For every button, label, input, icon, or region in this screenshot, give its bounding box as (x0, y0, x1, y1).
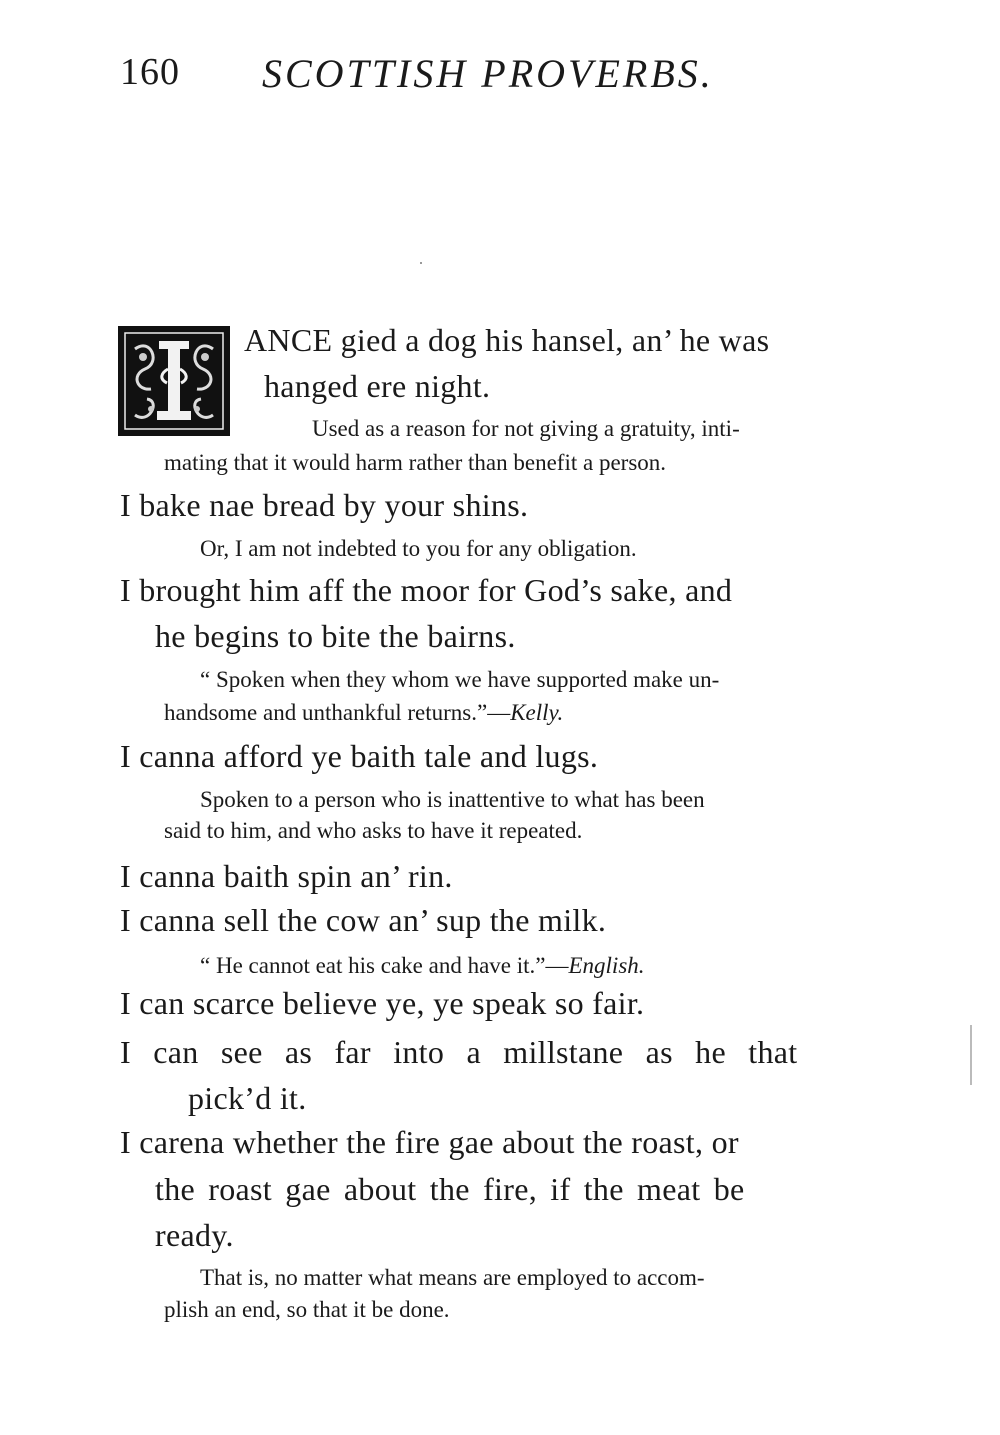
note-line (164, 700, 563, 726)
running-title: SCOTTISH PROVERBS. (262, 51, 714, 96)
proverb-line: I can scarce believe ye, ye speak so fair. (120, 985, 645, 1021)
note-attribution: English. (568, 953, 645, 978)
page-header (120, 50, 860, 100)
proverb-line: I canna sell the cow an’ sup the milk. (120, 902, 607, 938)
note-text: handsome and unthankful returns.”— (164, 700, 511, 725)
proverb-line: I bake nae bread by your shins. (120, 487, 529, 523)
proverb-line: I carena whether the fire gae about the roast, or (120, 1124, 739, 1160)
proverb-line: hanged ere night. (264, 368, 491, 404)
proverb-line: pick’d it. (188, 1080, 307, 1116)
ornamental-drop-cap (118, 326, 230, 436)
note-line: Or, I am not indebted to you for any obligation. (200, 536, 637, 561)
note-line: “ Spoken when they whom we have supported make un- (200, 667, 720, 692)
page-number: 160 (120, 51, 180, 93)
note-text: Used as a reason for not giving a gratuity, inti- (312, 416, 740, 441)
proverb-line: I can see as far into a millstane as he that (120, 1034, 798, 1070)
proverb-line: he begins to bite the bairns. (155, 618, 516, 654)
note-attribution: Kelly. (510, 700, 564, 725)
note-line: Spoken to a person who is inattentive to what has been (200, 787, 705, 812)
note-line: That is, no matter what means are employed to accom- (200, 1265, 705, 1290)
note-line: plish an end, so that it be done. (164, 1297, 450, 1322)
proverb-line: I brought him aff the moor for God’s sake, and (120, 572, 733, 608)
proverb-line: I canna baith spin an’ rin. (120, 858, 453, 894)
note-line (312, 416, 854, 442)
print-speck (970, 1025, 972, 1085)
drop-cap-ornament-icon (121, 329, 227, 433)
note-text: “ He cannot eat his cake and have it.”— (200, 953, 569, 978)
note-line: mating that it would harm rather than benefit a person. (164, 450, 667, 475)
proverb-line: ANCE gied a dog his hansel, an’ he was (244, 322, 770, 358)
proverb-line: ready. (155, 1217, 234, 1253)
note-line (200, 953, 645, 979)
print-speck (420, 262, 422, 264)
proverb-line: the roast gae about the fire, if the meat be (155, 1171, 745, 1207)
note-line: said to him, and who asks to have it repeated. (164, 818, 583, 843)
proverb-line: I canna afford ye baith tale and lugs. (120, 738, 599, 774)
